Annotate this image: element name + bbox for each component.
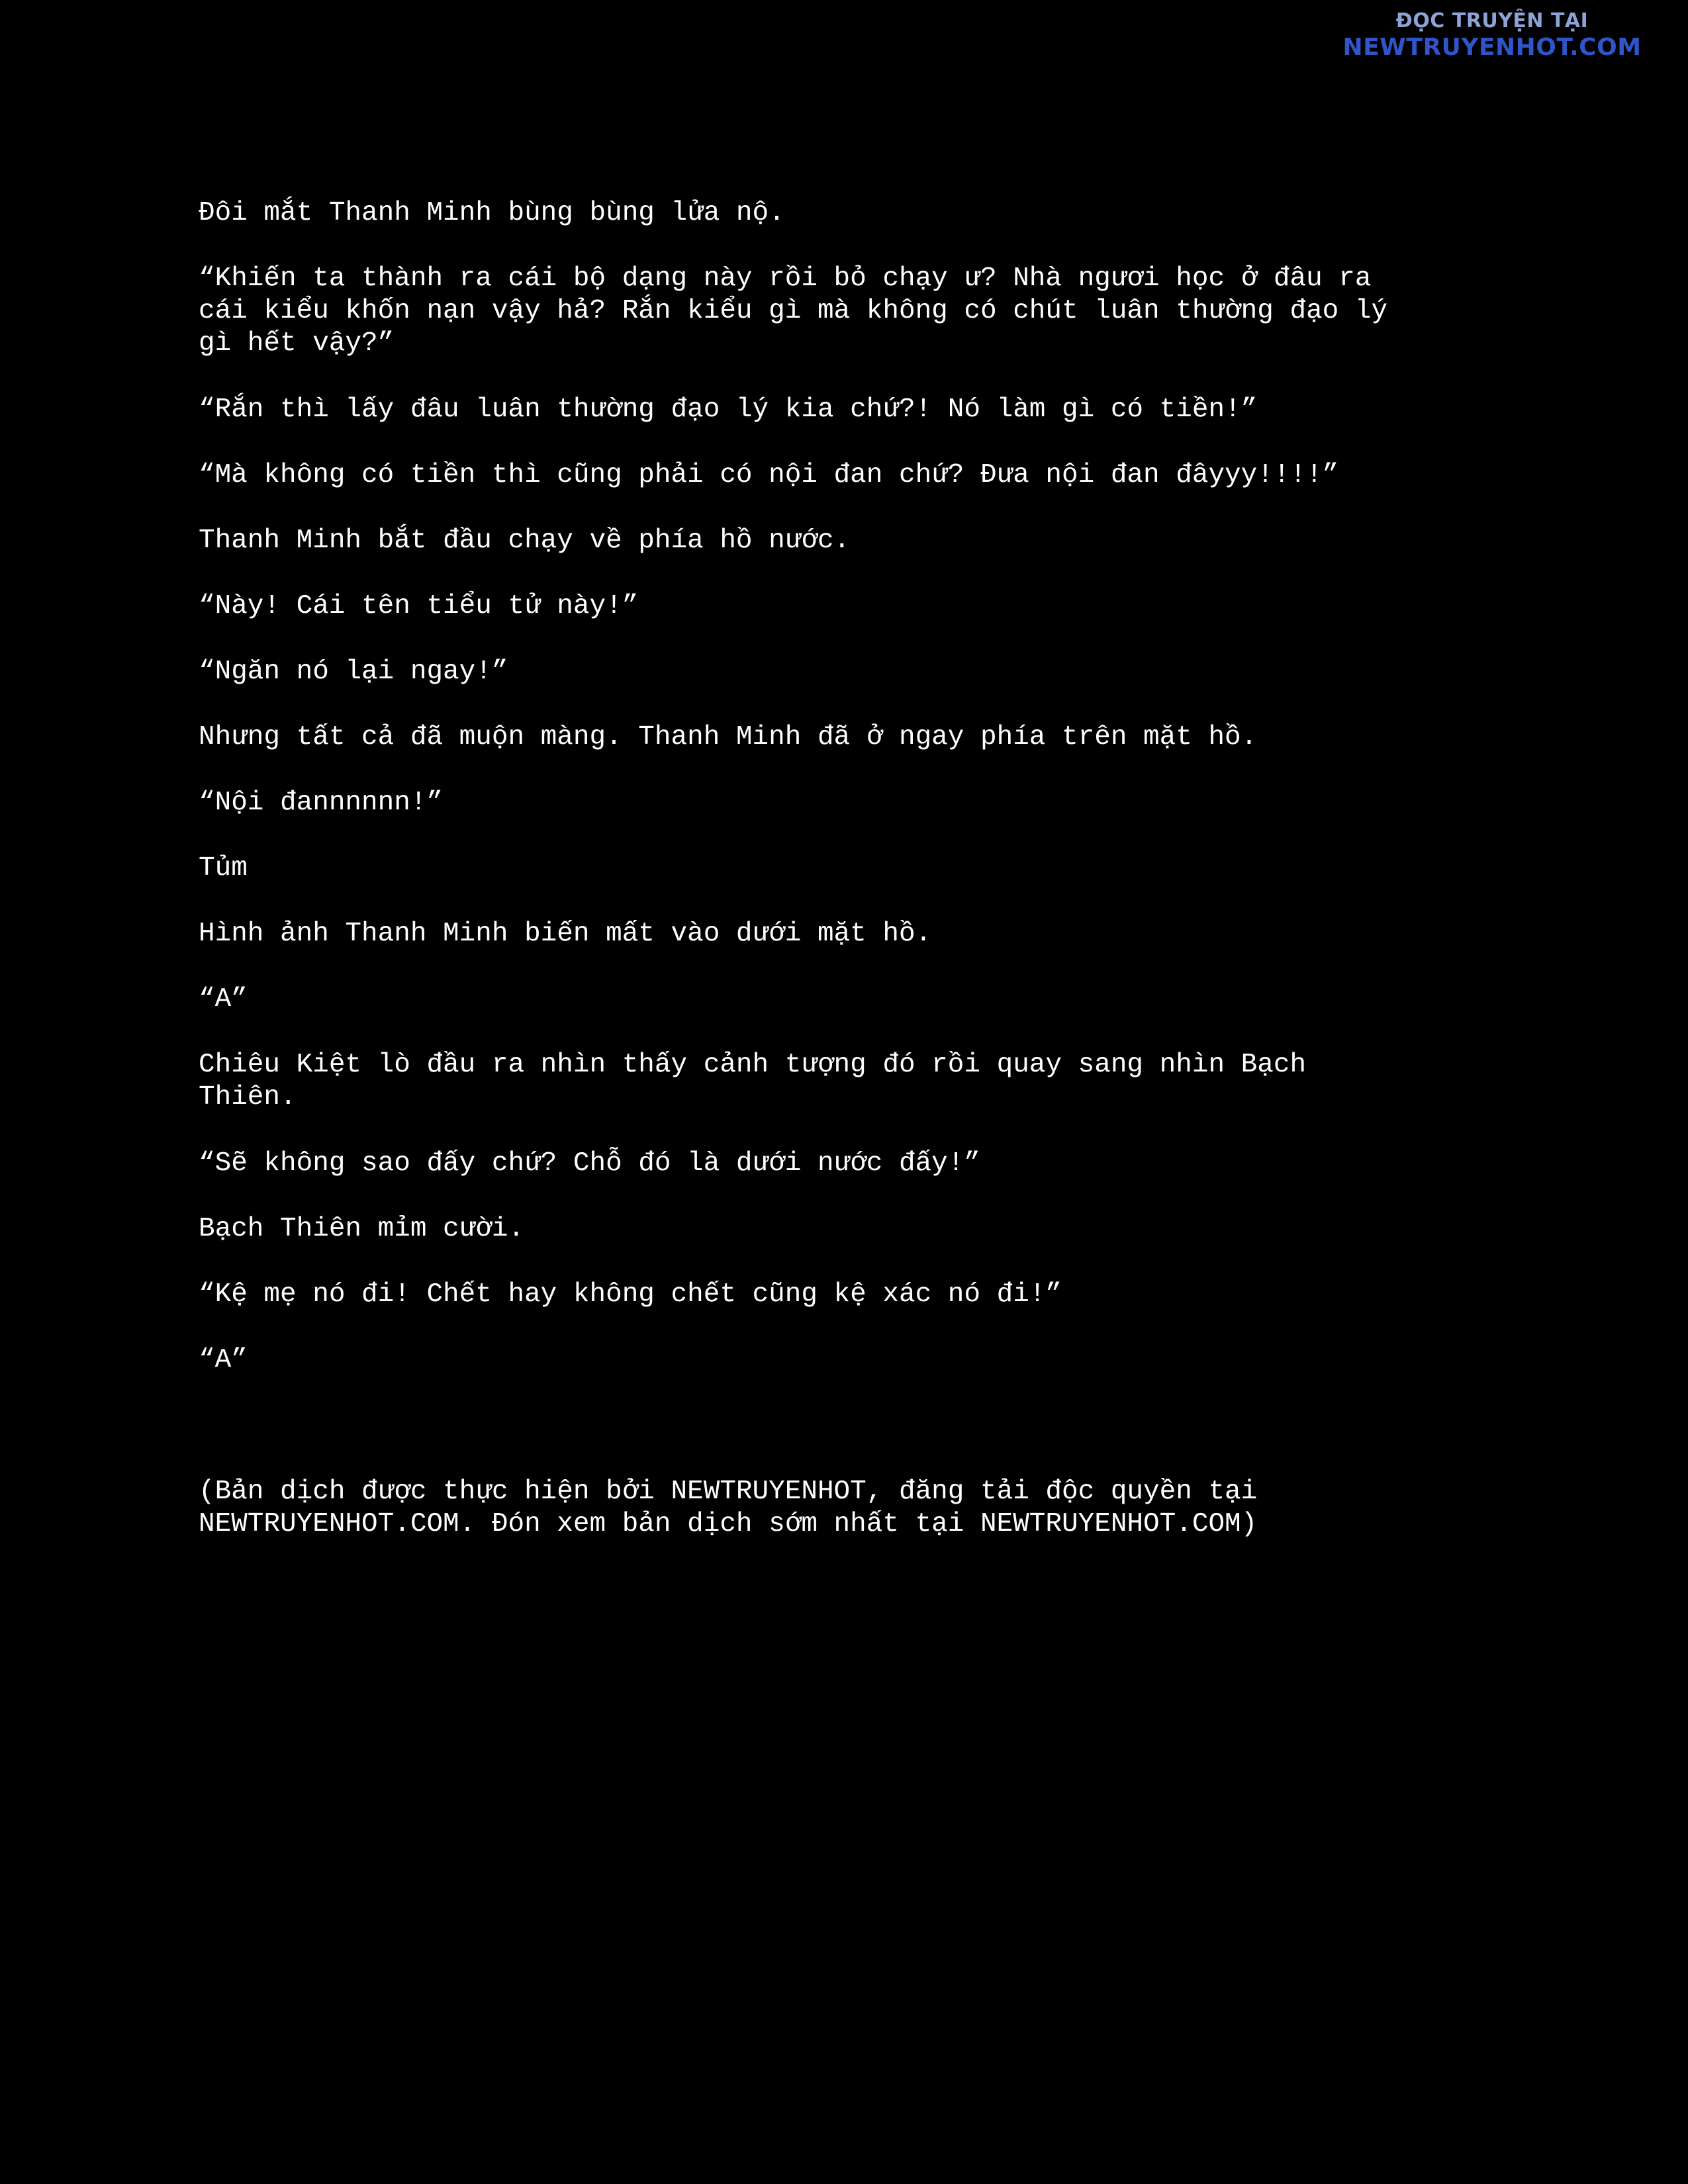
paragraph: “Rắn thì lấy đâu luân thường đạo lý kia chứ?! Nó làm gì có tiền!”	[199, 394, 1258, 425]
paragraph: Hình ảnh Thanh Minh biến mất vào dưới mặt hồ.	[199, 919, 932, 949]
paragraph: “Này! Cái tên tiểu tử này!”	[199, 591, 639, 621]
paragraph: Đôi mắt Thanh Minh bùng bùng lửa nộ.	[199, 198, 785, 228]
paragraph: “Mà không có tiền thì cũng phải có nội đan chứ? Đưa nội đan đâyyy!!!!”	[199, 460, 1339, 490]
watermark-line-1: ĐỌC TRUYỆN TẠI	[1395, 9, 1589, 32]
paragraph: “A”	[199, 984, 248, 1015]
translation-credit: (Bản dịch được thực hiện bởi NEWTRUYENHOT, đăng tải độc quyền tại NEWTRUYENHOT.COM. Đón xem bản dịch sớm nhất tại NEWTRUYENHOT.COM)	[199, 1477, 1258, 1539]
watermark-line-2: NEWTRUYENHOT.COM	[1342, 34, 1642, 61]
paragraph: “Sẽ không sao đấy chứ? Chỗ đó là dưới nước đấy!”	[199, 1148, 980, 1179]
paragraph: Thanh Minh bắt đầu chạy về phía hồ nước.	[199, 525, 851, 556]
paragraph: “Khiến ta thành ra cái bộ dạng này rồi bỏ chạy ư? Nhà ngươi học ở đâu ra cái kiểu khốn nạn vậy hả? Rắn kiểu gì mà không có chút luân thường đạo lý gì hết vậy?”	[199, 263, 1388, 359]
paragraph: “Ngăn nó lại ngay!”	[199, 657, 508, 687]
site-watermark	[1320, 9, 1664, 62]
paragraph: “Kệ mẹ nó đi! Chết hay không chết cũng kệ xác nó đi!”	[199, 1279, 1062, 1310]
paragraph: Nhưng tất cả đã muộn màng. Thanh Minh đã ở ngay phía trên mặt hồ.	[199, 722, 1258, 752]
paragraph: “Nội đannnnnn!”	[199, 788, 444, 818]
paragraph: Chiêu Kiệt lò đầu ra nhìn thấy cảnh tượng đó rồi quay sang nhìn Bạch Thiên.	[199, 1050, 1307, 1113]
paragraph: “A”	[199, 1345, 248, 1375]
paragraph: Bạch Thiên mỉm cười.	[199, 1214, 525, 1244]
paragraph: Tủm	[199, 853, 248, 884]
